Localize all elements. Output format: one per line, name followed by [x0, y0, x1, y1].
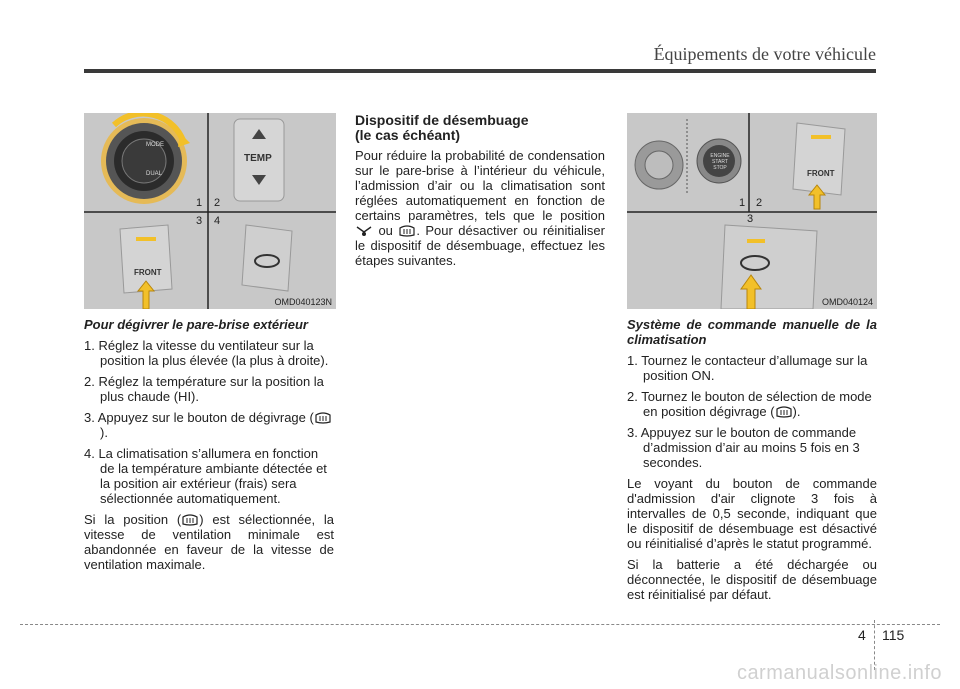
figure-label-2: 2: [756, 197, 763, 209]
step-3-end: ).: [100, 425, 108, 440]
para-end: ) est sélectionnée, la vitesse de ventilation minimale est abandonnée en faveur de la vitesse de ventilation maximale.: [84, 512, 335, 572]
column-right: [627, 317, 877, 608]
step-2: 2. Réglez la température sur la position la plus chaude (HI).: [84, 374, 324, 404]
chapter-number: 4: [858, 627, 866, 643]
figure-caption: OMD040123N: [274, 297, 332, 307]
figure-left: [84, 113, 336, 309]
step-2-text: 2. Tournez le bouton de sélection de mode en position dégivrage (: [627, 389, 872, 419]
start-label: ENGINE START STOP: [710, 153, 730, 171]
figure-label-3: 3: [747, 213, 754, 225]
step-1: 1. Réglez la vitesse du ventilateur sur la position la plus élevée (la plus à droite).: [84, 338, 329, 368]
step-1: 1. Tournez le contacteur d’allumage sur la position ON.: [627, 353, 868, 383]
figure-label-2: 2: [214, 197, 221, 209]
paragraph-1: Le voyant du bouton de commande d'admission d'air clignote 3 fois à intervalles de 0,5 seconde, indiquant que le dispositif de désembuage est désactivé ou réinitialisé d’après le statut programmé.: [627, 476, 877, 551]
column-left: [84, 317, 334, 578]
page-number: 115: [882, 627, 905, 643]
front-label: FRONT: [807, 169, 835, 178]
footer-rule: [20, 624, 940, 625]
step-3-text: 3. Appuyez sur le bouton de dégivrage (: [84, 410, 314, 425]
step-3: 3. Appuyez sur le bouton de commande d’admission d’air au moins 5 fois en 3 secondes.: [627, 425, 860, 470]
floor-defrost-icon: [355, 225, 373, 237]
temp-label: TEMP: [244, 153, 272, 164]
para-b: . Pour désactiver ou réinitialiser le dispositif de désembuage, effectuez les étapes suivantes.: [355, 223, 605, 268]
paragraph: [84, 512, 334, 572]
steps-list: [84, 338, 334, 506]
header-rule: [84, 69, 876, 73]
steps-list: [627, 353, 877, 470]
figure-right-illustration: [627, 113, 877, 309]
defrost-icon: [398, 225, 416, 237]
para-a: Pour réduire la probabilité de condensation sur le pare-brise à l’intérieur du véhicule, l’admission d’air ou la climatisation sont réglées automatiquement en fonction de certains paramètres, tels que le position: [355, 148, 605, 223]
section-heading: [355, 113, 605, 143]
heading-line-2: (le cas échéant): [355, 127, 461, 143]
subheading: Système de commande manuelle de la climatisation: [627, 317, 877, 347]
watermark: carmanualsonline.info: [736, 662, 942, 684]
heading-line-1: Dispositif de désembuage: [355, 112, 529, 128]
para-or: ou: [378, 223, 393, 238]
subheading: Pour dégivrer le pare-brise extérieur: [84, 317, 308, 332]
figure-label-3: 3: [196, 215, 203, 227]
section-title: Équipements de votre véhicule: [653, 44, 876, 64]
knob-dual-label: DUAL: [146, 171, 163, 177]
figure-right: [627, 113, 877, 309]
paragraph: [355, 148, 605, 268]
defrost-icon: [314, 412, 332, 424]
knob-mode-label: MODE: [146, 142, 164, 148]
figure-caption: OMD040124: [821, 297, 873, 307]
step-2: [627, 389, 877, 419]
front-label: FRONT: [134, 268, 162, 277]
step-3: [84, 410, 334, 440]
figure-label-1: 1: [196, 197, 203, 209]
step-4: 4. La climatisation s’allumera en fonction de la température ambiante détectée et la position air extérieur (frais) sera sélectionnée automatiquement.: [84, 446, 327, 506]
step-2-end: ).: [792, 404, 801, 419]
figure-label-1: 1: [739, 197, 746, 209]
figure-left-illustration: [84, 113, 336, 309]
figure-label-4: 4: [214, 215, 221, 227]
defrost-icon: [181, 514, 199, 526]
defrost-icon: [775, 406, 793, 418]
column-middle: [355, 113, 605, 274]
para-start: Si la position (: [84, 512, 182, 527]
paragraph-2: Si la batterie a été déchargée ou déconnectée, le dispositif de désembuage est réinitialisé par défaut.: [627, 557, 877, 602]
